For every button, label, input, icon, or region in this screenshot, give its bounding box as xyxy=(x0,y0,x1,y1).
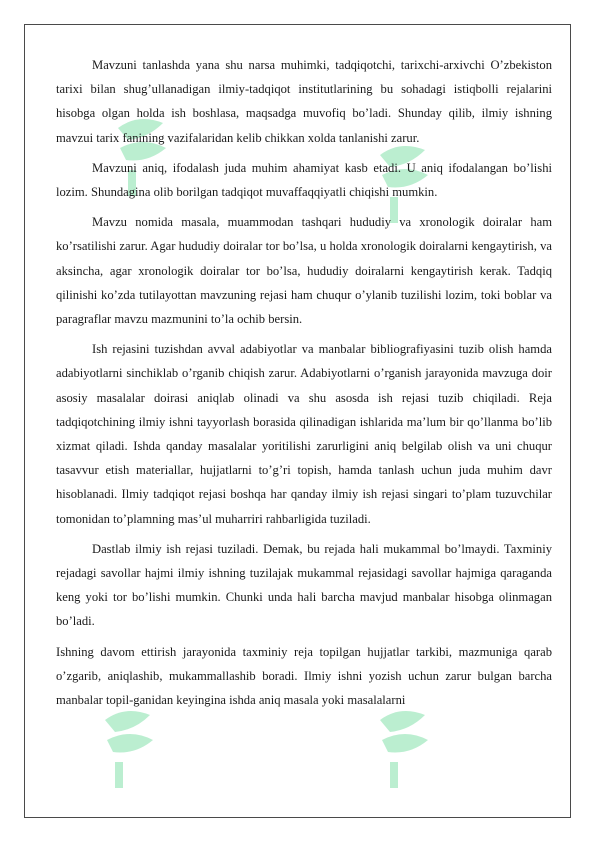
paragraph: Ish rejasini tuzishdan avval adabiyotlar va manbalar bibliografiyasini tuzib olish hamda adabiyotlarni sinchiklab o’rganib chiqish zarur. Adabiyotlarni o’rganish jarayonida mavzuga doir asosiy masalalar doirasi aniqlab olinadi va shu asosda ish rejasi tuzib chiqiladi. Reja tadqiqotchining ilmiy ishni tayyorlash borasida qilinadigan ishlarida ma’lum bir qo’llanma bo’lib xizmat qiladi. Ishda qanday masalalar yoritilishi zarurligini aniq belgilab olish va uni chuqur tasavvur etish materiallar, hujjatlarni to’g’ri topish, hamda tanlash uchun juda muhim davr hisoblanadi. Ilmiy tadqiqot rejasi boshqa har qanday ilmiy ish rejasi singari to’plam tuzuvchilar tomonidan to’plamning mas’ul muharriri rahbarligida tuziladi. xyxy=(56,342,552,526)
paragraph: Mavzu nomida masala, muammodan tashqari hududiy va xronologik doiralar ham ko’rsatilishi zarur. Agar hududiy doiralar tor bo’lsa, u holda xronologik doiralarni kengaytirish, va aksincha, agar xronologik doiralar tor bo’lsa, hududiy doiralarni kengaytirish kerak. Tadqiq qilinishi ko’zda tutilayottan mavzuning rejasi ham chuqur o’ylanib tuzilishi lozim, toki boblar va paragraflar mavzu mazmunini to’la ochib bersin. xyxy=(56,215,552,327)
paragraph: Ishning davom ettirish jarayonida taxminiy reja topilgan hujjatlar tarkibi, mazmuniga qarab o’zgarib, aniqlashib, mukammallashib boradi. Ilmiy ishni yozish uchun zarur bulgan barcha manbalar topil-ganidan keyingina ishda aniq masala yoki masalalarni xyxy=(56,644,552,708)
document-body xyxy=(56,53,552,718)
paragraph: Mavzuni tanlashda yana shu narsa muhimki, tadqiqotchi, tarixchi-arxivchi O’zbekiston tarixi bilan shug’ullanadigan ilmiy-tadqiqot institutlarining bu sohadagi istiqbolli rejalarini hisobga olgan holda ish boshlasa, maqsadga muvofiq bo’ladi. Shunday qilib, ilmiy ishning mavzui tarix fanining vazifalaridan kelib chikkan xolda tanlanishi zarur. xyxy=(56,58,552,145)
paragraph: Mavzuni aniq, ifodalash juda muhim ahamiyat kasb etadi. U aniq ifodalangan bo’lishi lozim. Shundagina olib borilgan tadqiqot muvaffaqqiyatli chiqishi mumkin. xyxy=(56,160,552,200)
paragraph: Dastlab ilmiy ish rejasi tuziladi. Demak, bu rejada hali mukammal bo’lmaydi. Taxminiy rejadagi savollar hajmi ilmiy ishning tuzilajak mukammal rejasidagi savollar hajmiga qaraganda keng yoki tor bo’lishi mumkin. Chunki unda hali barcha mavjud manbalar hisobga olinmagan bo’ladi. xyxy=(56,541,552,629)
